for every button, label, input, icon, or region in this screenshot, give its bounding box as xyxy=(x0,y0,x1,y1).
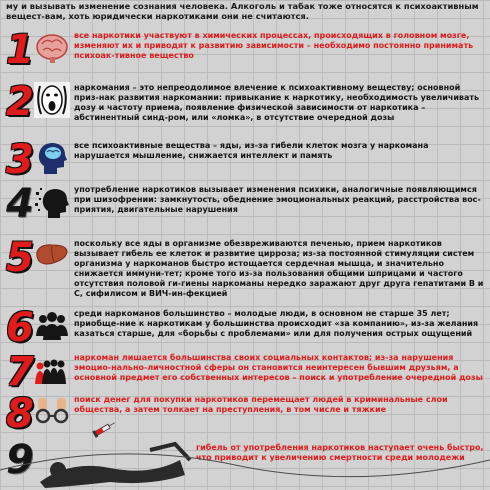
item-text: наркоман лишается большинства своих социальных контактов; из-за нарушения эмоцио-нально-личностной сферы он становится неинтересен бывшим друзьям, а основной предмет его собственных интересов – поиск и употребление очередной дозы xyxy=(74,353,483,382)
item-text: все наркотики участвуют в химических процессах, происходящих в головном мозге, изменяют их и приводят к развитию зависимости – необходимо постоянно принимать психоак-тивное вещество xyxy=(74,31,474,60)
liver-icon xyxy=(34,238,70,274)
list-item xyxy=(0,28,490,78)
people-group-icon xyxy=(34,308,70,344)
item-number: 1 xyxy=(6,27,34,73)
item-number: 3 xyxy=(6,137,34,183)
item-number: 4 xyxy=(6,181,34,227)
intro-text: му и вызывать изменение сознания человека. Алкоголь и табак тоже относятся к психоактивным вещест-вам, хоть юридически наркотиками они не считаются. xyxy=(6,1,479,21)
item-number: 9 xyxy=(6,437,34,483)
item-text: поскольку все яды в организме обезвреживаются печенью, прием наркотиков вызывает гибель ее клеток и развитие цирроза; из-за постоянной стимуляции систем организма у наркоманов быстро истощается сердечная мышца, и значительно снижается иммуни-тет; кроме того из-за пользования общими шприцами и частого отсутствия половой ги-гиены наркоманы нередко заражают друг друга гепатитами В и С, сифилисом и ВИЧ-ин-фекцией xyxy=(74,239,484,298)
item-text: гибель от употребления наркотиков наступает очень быстро, что приводит к увеличению смертности среди молодежи xyxy=(196,443,484,462)
item-text: среди наркоманов большинство – молодые люди, в основном не старше 35 лет; приобще-ние к наркотикам у большинства происходит «за компанию», из-за желания казаться старше, для «борьбы с проблемами» или для получения острых ощущений xyxy=(74,309,479,338)
item-number: 6 xyxy=(6,305,34,351)
screaming-face-icon xyxy=(34,82,70,118)
item-number: 8 xyxy=(6,391,34,437)
item-text: все психоактивные вещества – яды, из-за гибели клеток мозга у наркомана нарушается мышление, снижается интеллект и память xyxy=(74,141,429,160)
item-text: наркомания – это непреодолимое влечение к психоактивному веществу; основной приз-нак развития наркомании: привыкание к наркотику, необходимость увеличивать дозу и частоту приема, появление физической зависимости от наркотика – абстинентный синд-ром, или «ломка», в отсутствие очередной дозы xyxy=(74,83,480,122)
collapsed-figure-illustration xyxy=(0,420,490,490)
list-item xyxy=(0,235,490,298)
item-number: 5 xyxy=(6,235,34,281)
brain-icon xyxy=(34,30,70,66)
head-brain-icon xyxy=(34,140,70,176)
item-text: поиск денег для покупки наркотиков перемещает людей в криминальные слои общества, а затем толкает на преступления, в том числе и тяжкие xyxy=(74,395,448,414)
item-number: 7 xyxy=(6,349,34,395)
dissolving-head-icon xyxy=(34,184,70,220)
item-number: 2 xyxy=(6,79,34,125)
list-item xyxy=(0,182,490,232)
list-item xyxy=(0,138,490,188)
item-text: употребление наркотиков вызывает изменения психики, аналогичные появляющимся при шизофрении: замкнутость, обеднение эмоциональных реакций, расстройства вос-приятия, двигательные нарушения xyxy=(74,185,481,214)
list-item xyxy=(0,306,490,356)
list-item xyxy=(0,80,490,130)
crowd-icon xyxy=(34,352,70,388)
